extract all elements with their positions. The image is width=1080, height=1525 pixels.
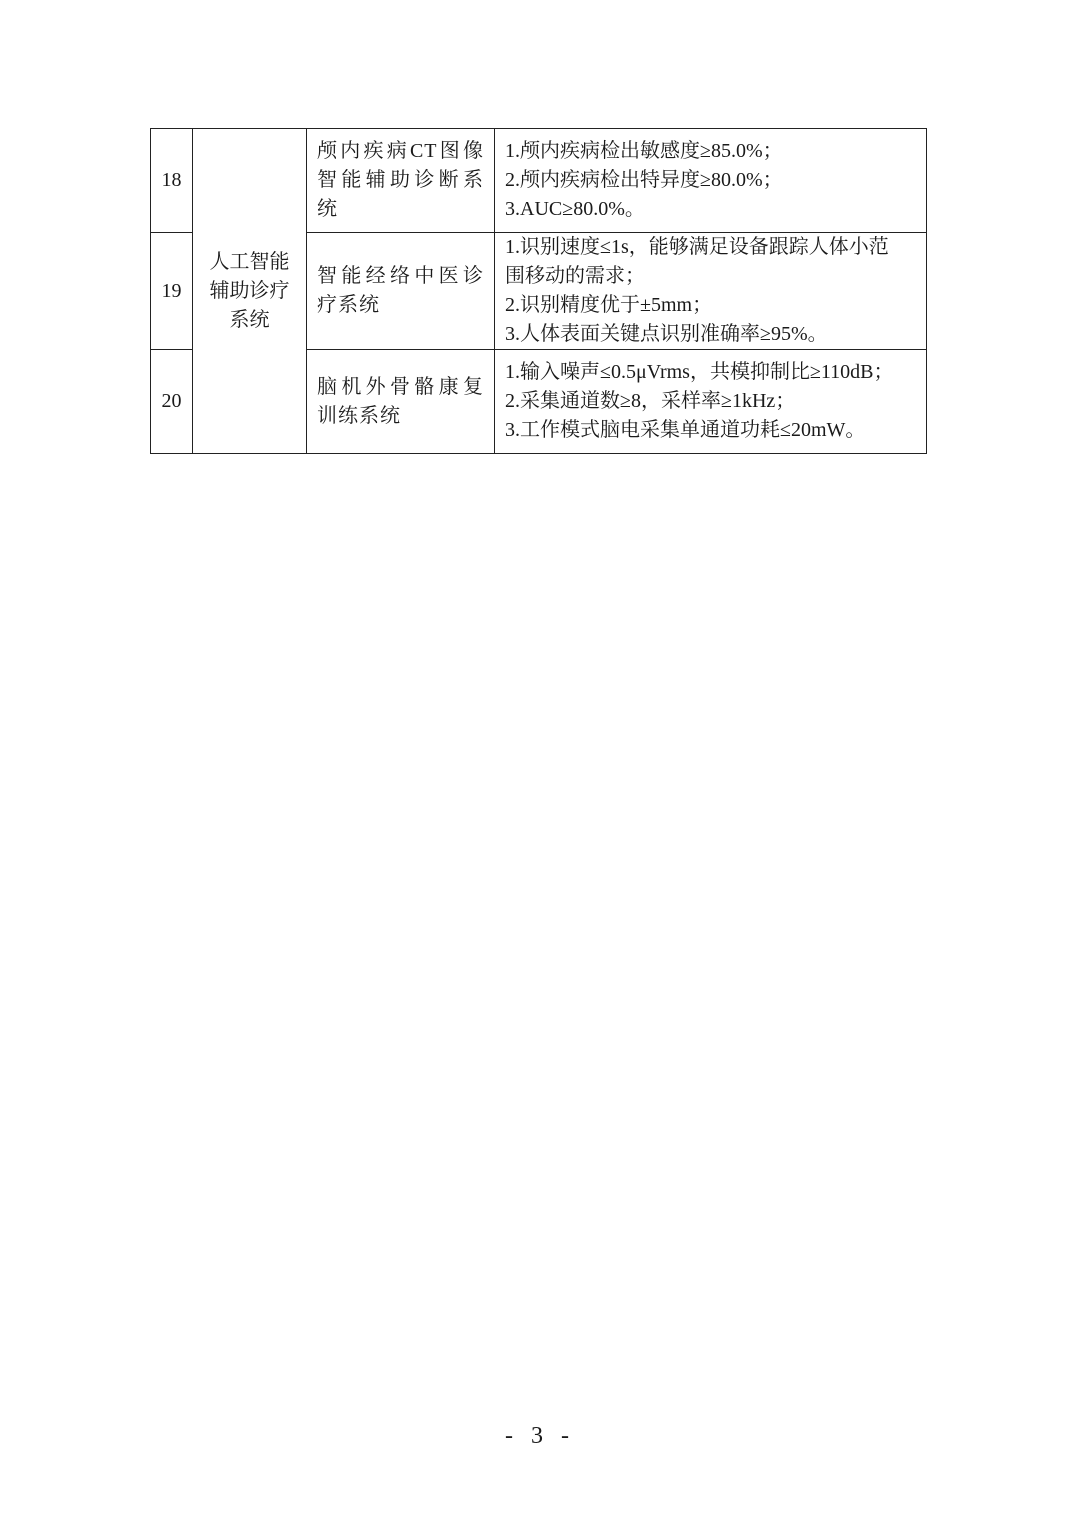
- spec-table: [150, 128, 927, 454]
- requirements-cell: [495, 233, 927, 350]
- requirements-cell: [495, 129, 927, 233]
- requirement-line: 1.输入噪声≤0.5μVrms，共模抑制比≥110dB；: [505, 361, 894, 383]
- system-name: [307, 233, 495, 350]
- requirement-line: 3.AUC≥80.0%。: [505, 198, 645, 220]
- system-name-text: 颅内疾病CT图像智能辅助诊断系统: [317, 140, 484, 220]
- requirement-line: 2.识别精度优于±5mm；: [505, 294, 713, 316]
- requirement-line: 1.颅内疾病检出敏感度≥85.0%；: [505, 140, 783, 162]
- requirement-line: 2.颅内疾病检出特异度≥80.0%；: [505, 169, 783, 191]
- category-text: 人工智能辅助诊疗系统: [209, 250, 290, 331]
- row-number: 19: [151, 233, 193, 350]
- system-name-text: 脑机外骨骼康复训练系统: [317, 375, 484, 427]
- system-name-text: 智能经络中医诊疗系统: [317, 265, 484, 316]
- row-number: 20: [151, 350, 193, 454]
- system-name: [307, 129, 495, 233]
- category-cell: [193, 129, 307, 454]
- requirement-line: 2.采集通道数≥8，采样率≥1kHz；: [505, 390, 796, 412]
- page-number: - 3 -: [505, 1423, 575, 1449]
- requirements-cell: [495, 350, 927, 454]
- row-number: 18: [151, 129, 193, 233]
- requirement-line: 围移动的需求；: [505, 265, 645, 287]
- requirement-line: 1.识别速度≤1s，能够满足设备跟踪人体小范: [505, 236, 889, 258]
- table-row: [151, 129, 927, 233]
- requirement-line: 3.人体表面关键点识别准确率≥95%。: [505, 323, 828, 345]
- requirement-line: 3.工作模式脑电采集单通道功耗≤20mW。: [505, 419, 866, 441]
- system-name: [307, 350, 495, 454]
